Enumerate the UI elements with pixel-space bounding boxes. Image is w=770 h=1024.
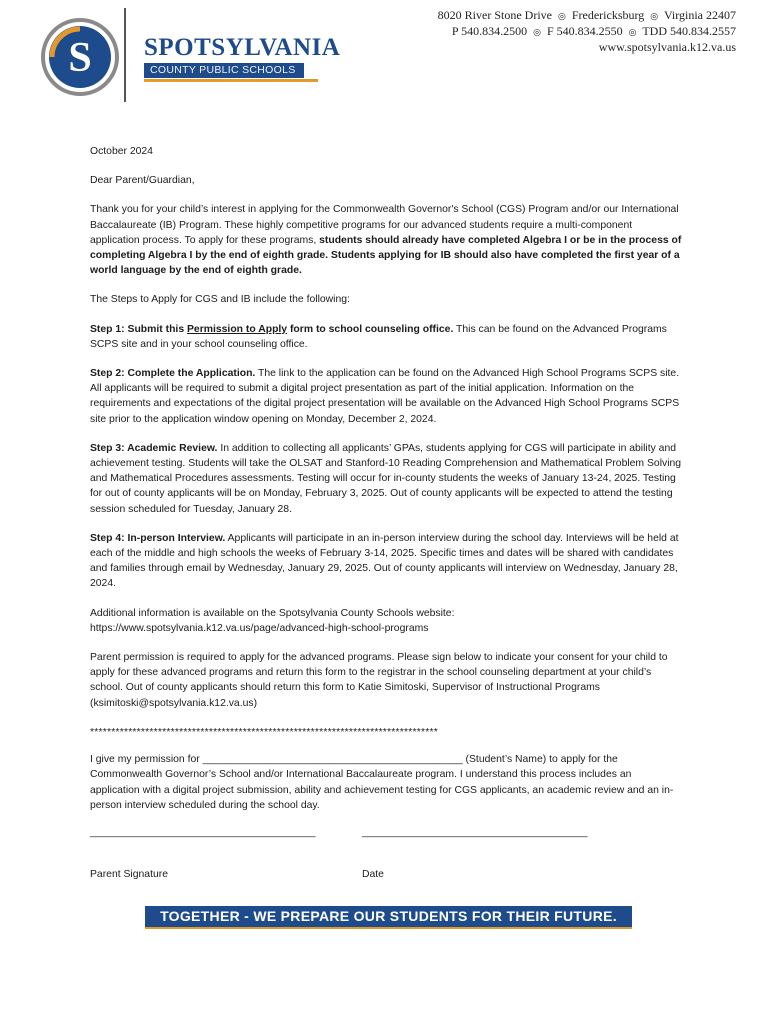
separator-icon: ◎ (628, 27, 637, 37)
signature-lines (90, 825, 682, 853)
parent-signature-field[interactable]: _______________________________________ (90, 826, 316, 838)
brand-accent-bar (144, 79, 318, 82)
additional-info: Additional information is available on the Spotsylvania County Schools website: https://www.spotsylvania.k12.va.us/page/advanced-high-school-programs (90, 607, 455, 634)
letter-body (90, 144, 682, 887)
step-2: Step 2: Complete the Application. The link to the application can be found on the Advanced High School Programs SCPS site. All applicants will be required to submit a digital project presentation as part of the initial application. Information on the requirements and expectations of the digital project presentation will be available on the Advanced High School Programs SCPS site prior to the application window opening on Monday, December 2, 2024. (90, 368, 680, 425)
header-divider (124, 8, 126, 102)
intro-paragraph: Thank you for your child’s interest in applying for the Commonwealth Governor's School (CGS) Program and/or our International Baccalaureate (IB) Program. These highly competitive programs for our advanced students require a multi-component application process. To apply for these programs, students should already have completed Algebra I or be in the process of completing Algebra I by the end of eighth grade. Students applying for IB should also have completed the first year of a world language by the end of eighth grade. (90, 204, 682, 277)
date-label: Date (362, 868, 384, 880)
steps-intro: The Steps to Apply for CGS and IB include the following: (90, 294, 350, 306)
consent-paragraph: I give my permission for _____________________________________________ (Student’s Name) to apply for the Commonwealth Governor’s School and/or International Baccalaureate program. I understand this process includes an application with a digital project submission, ability and achievement testing for CGS applicants, an academic review and an in-person interview scheduled during the school day. (90, 754, 674, 811)
logo-letter: S (68, 35, 92, 81)
step-4: Step 4: In-person Interview. Applicants will participate in an in-person interview during the school day. Interviews will be held at each of the middle and high schools the weeks of February 3-14, 2025. Specific times and dates will be shared with candidates and families through email by Wednesday, January 29, 2025. Out of county applicants will interview on Wednesday, January 28, 2024. (90, 532, 679, 590)
step-1: Step 1: Submit this Permission to Apply form to school counseling office. This can be found on the Advanced Programs SCPS site and in your school counseling office. (90, 323, 667, 350)
brand-block (144, 36, 340, 82)
contact-block (438, 8, 736, 55)
date-field[interactable]: _______________________________________ (362, 826, 588, 838)
signature-labels (90, 867, 682, 887)
phone-line: P 540.834.2500 ◎ F 540.834.2550 ◎ TDD 540.834.2557 (451, 24, 736, 38)
separator-icon: ◎ (533, 27, 541, 37)
salutation: Dear Parent/Guardian, (90, 175, 195, 187)
divider-stars: ********************************************************************************** (90, 726, 438, 738)
footer-banner: TOGETHER - WE PREPARE OUR STUDENTS FOR THEIR FUTURE. (145, 906, 632, 927)
address-line: 8020 River Stone Drive ◎ Fredericksburg ◎ Virginia 22407 (437, 8, 736, 22)
letter-date: October 2024 (90, 146, 153, 157)
parent-signature-label: Parent Signature (90, 868, 168, 880)
program-url-link[interactable]: https://www.spotsylvania.k12.va.us/page/advanced-high-school-programs (90, 622, 429, 634)
permission-to-apply-link[interactable]: Permission to Apply (187, 323, 288, 335)
student-name-field[interactable]: _____________________________________________ (202, 754, 463, 766)
permission-paragraph: Parent permission is required to apply for the advanced programs. Please sign below to indicate your consent for your child to apply for these advanced programs and return this form to the registrar in the school counseling department at your child’s school. Out of county applicants should return this form to Katie Simitoski, Supervisor of Instructional Programs (ksimitoski@spotsylvania.k12.va.us) (90, 652, 668, 709)
district-logo-icon (40, 17, 120, 97)
separator-icon: ◎ (557, 11, 566, 21)
letterhead (0, 0, 770, 110)
brand-subtitle: COUNTY PUBLIC SCHOOLS (144, 63, 304, 78)
footer-accent-line (145, 927, 632, 929)
brand-name: SPOTSYLVANIA (144, 34, 341, 61)
step-3: Step 3: Academic Review. In addition to collecting all applicants’ GPAs, students applying for CGS will participate in ability and achievement testing. Students will take the OLSAT and Stanford-10 Reading Comprehension and Mathematical Problem Solving and Mathematical Procedures assessments. Testing will occur for in-county students the weeks of January 13-24, 2025. Testing for out of county applicants will be on Monday, February 3, 2025. Out of county applicants will be expected to attend the testing session scheduled for Tuesday, January 28. (90, 442, 682, 515)
website-link[interactable]: www.spotsylvania.k12.va.us (598, 40, 736, 54)
separator-icon: ◎ (650, 11, 659, 21)
